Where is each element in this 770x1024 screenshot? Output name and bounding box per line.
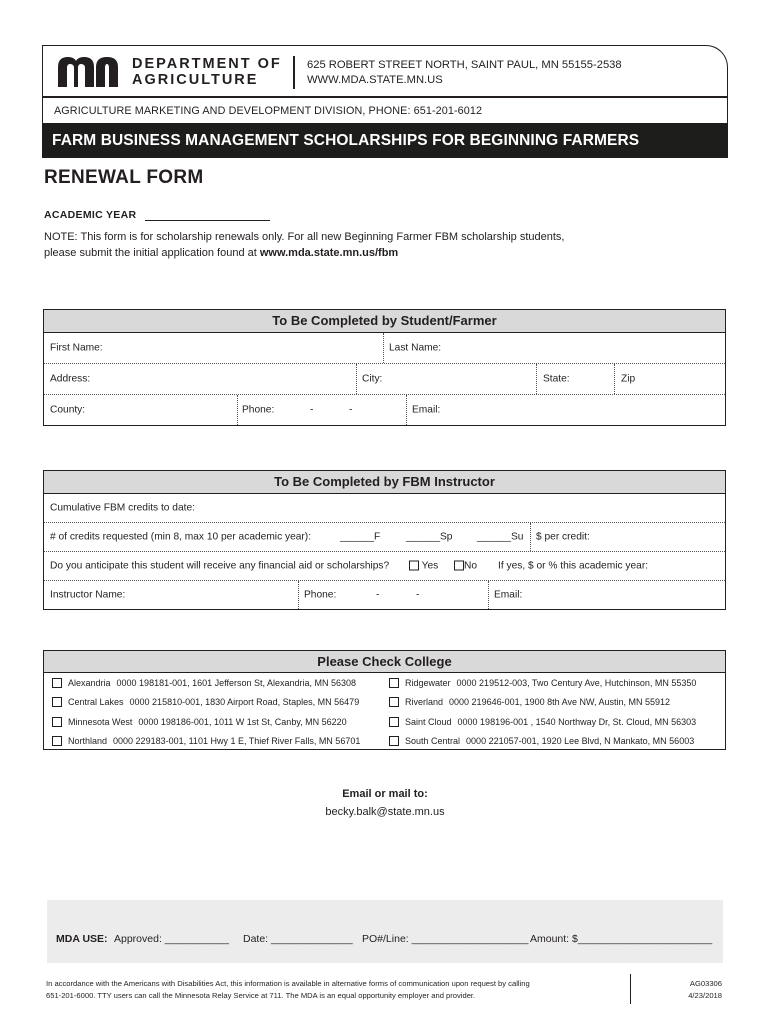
header-divider [293, 56, 295, 89]
college-section-title: Please Check College [44, 651, 725, 673]
phone-dash: - [310, 404, 314, 416]
division-info: AGRICULTURE MARKETING AND DEVELOPMENT DIVISION, PHONE: 651-201-6012 [54, 105, 483, 117]
divider [488, 581, 489, 609]
college-row [44, 712, 725, 732]
note-line-1: NOTE: This form is for scholarship renewals only. For all new Beginning Farmer FBM scholarship students, [44, 231, 565, 243]
academic-year-label: ACADEMIC YEAR [44, 209, 137, 221]
divider [536, 364, 537, 394]
college-name: Alexandria [68, 677, 111, 688]
no-option[interactable] [454, 561, 477, 572]
college-checkbox[interactable] [389, 736, 399, 746]
form-code [660, 978, 722, 1002]
address-field[interactable]: Address: [50, 373, 91, 385]
contact-email-link[interactable]: becky.balk@state.mn.us [325, 806, 445, 818]
fbm-link[interactable]: www.mda.state.mn.us/fbm [259, 247, 399, 259]
student-row-name [44, 333, 725, 364]
college-option-central-lakes[interactable] [52, 693, 359, 713]
instructor-email-field[interactable]: Email: [494, 589, 523, 601]
page-title: RENEWAL FORM [44, 167, 204, 188]
college-row [44, 693, 725, 713]
divider [614, 364, 615, 394]
phone-dash: - [376, 589, 380, 601]
divider [356, 364, 357, 394]
college-option-alexandria[interactable] [52, 673, 356, 693]
college-name: Ridgewater [405, 677, 451, 688]
note-line-2 [44, 245, 734, 261]
instructor-section-title: To Be Completed by FBM Instructor [44, 471, 725, 494]
instructor-phone-field[interactable]: Phone: [304, 589, 337, 601]
student-row-address [44, 364, 725, 395]
college-option-northland[interactable] [52, 732, 360, 752]
mda-use-box [47, 900, 723, 963]
summer-credits-field[interactable]: ______Su [477, 531, 524, 543]
email-field[interactable]: Email: [412, 404, 441, 416]
college-option-ridgewater[interactable] [389, 673, 696, 693]
mda-use-title: MDA USE: [56, 933, 108, 945]
note-text [44, 229, 734, 261]
website-link[interactable]: WWW.MDA.STATE.MN.US [307, 74, 443, 86]
ada-line-2: 651-201-6000. TTY users can call the Minnesota Relay Service at 711. The MDA is an equal opportunity employer and provider. [46, 991, 476, 1000]
college-option-riverland[interactable] [389, 693, 670, 713]
college-info: 0000 198196-001 , 1540 Northway Dr, St. Cloud, MN 56303 [457, 716, 697, 727]
form-code-number: AG03306 [689, 979, 722, 988]
first-name-field[interactable]: First Name: [50, 342, 103, 354]
department-name [132, 56, 282, 88]
instructor-row-contact [44, 581, 725, 609]
college-info: 0000 198181-001, 1601 Jefferson St, Alexandria, MN 56308 [116, 677, 357, 688]
college-name: Northland [68, 736, 108, 747]
footer-divider [630, 974, 631, 1004]
phone-dash: - [416, 589, 420, 601]
city-field[interactable]: City: [362, 373, 383, 385]
college-checkbox[interactable] [389, 717, 399, 727]
college-checkbox[interactable] [52, 736, 62, 746]
dept-line-2: AGRICULTURE [132, 72, 259, 88]
no-checkbox[interactable] [454, 561, 464, 571]
college-option-minnesota-west[interactable] [52, 712, 347, 732]
last-name-field[interactable]: Last Name: [389, 342, 442, 354]
phone-field[interactable]: Phone: [242, 404, 275, 416]
college-info: 0000 198186-001, 1011 W 1st St, Canby, MN 56220 [138, 716, 347, 727]
student-section [43, 309, 726, 426]
form-title-bar: FARM BUSINESS MANAGEMENT SCHOLARSHIPS FOR BEGINNING FARMERS [42, 123, 728, 158]
student-section-title: To Be Completed by Student/Farmer [44, 310, 725, 333]
ada-notice [46, 978, 606, 1002]
divider [237, 395, 238, 425]
credits-requested-label: # of credits requested (min 8, max 10 per academic year): [50, 531, 312, 543]
college-row [44, 732, 725, 752]
college-checkbox[interactable] [52, 678, 62, 688]
college-row [44, 673, 725, 693]
per-credit-field[interactable]: $ per credit: [536, 531, 590, 543]
college-info: 0000 219646-001, 1900 8th Ave NW, Austin, MN 55912 [449, 697, 671, 708]
college-info: 0000 221057-001, 1920 Lee Blvd, N Mankato, MN 56003 [466, 736, 695, 747]
cumulative-credits-field[interactable]: Cumulative FBM credits to date: [50, 502, 195, 514]
divider [530, 523, 531, 551]
zip-field[interactable]: Zip [621, 373, 636, 385]
instructor-name-field[interactable]: Instructor Name: [50, 589, 126, 601]
college-name: Central Lakes [68, 697, 124, 708]
mn-logo-icon [58, 57, 124, 87]
submit-instructions: Email or mail to: [342, 788, 428, 800]
form-code-date: 4/23/2018 [688, 991, 722, 1000]
date-field[interactable]: Date: ______________ [243, 933, 353, 945]
approved-field[interactable]: Approved: ___________ [114, 933, 230, 945]
divider [383, 333, 384, 363]
yes-checkbox[interactable] [409, 561, 419, 571]
college-checkbox[interactable] [52, 717, 62, 727]
college-checkbox[interactable] [389, 678, 399, 688]
college-checkbox[interactable] [389, 697, 399, 707]
instructor-row-credits [44, 523, 725, 552]
note-line-2-text: please submit the initial application found at [44, 247, 260, 259]
instructor-row-cumulative [44, 494, 725, 523]
po-line-field[interactable]: PO#/Line: ____________________ [362, 933, 529, 945]
college-option-saint-cloud[interactable] [389, 712, 696, 732]
college-name: Riverland [405, 697, 444, 708]
college-name: South Central [405, 736, 461, 747]
instructor-row-aid [44, 552, 725, 581]
amount-field[interactable]: Amount: $_______________________ [530, 933, 713, 945]
no-label: No [464, 560, 478, 572]
dept-line-1: DEPARTMENT OF [132, 56, 282, 72]
phone-dash: - [349, 404, 353, 416]
header-rule [42, 96, 728, 98]
divider [298, 581, 299, 609]
divider [406, 395, 407, 425]
college-info: 0000 219512-003, Two Century Ave, Hutchinson, MN 55350 [456, 677, 697, 688]
yes-label: Yes [421, 560, 439, 572]
county-field[interactable]: County: [50, 404, 86, 416]
instructor-section [43, 470, 726, 610]
fall-credits-field[interactable]: ______F [340, 531, 381, 543]
address-line-1: 625 ROBERT STREET NORTH, SAINT PAUL, MN 55155-2538 [307, 59, 622, 71]
college-checkbox[interactable] [52, 697, 62, 707]
college-section [43, 650, 726, 750]
financial-aid-label: Do you anticipate this student will receive any financial aid or scholarships? [50, 560, 390, 572]
ada-line-1: In accordance with the Americans with Disabilities Act, this information is available in alternative forms of communication upon request by calling [46, 979, 530, 988]
spring-credits-field[interactable]: ______Sp [406, 531, 453, 543]
college-info: 0000 215810-001, 1830 Airport Road, Staples, MN 56479 [129, 697, 360, 708]
college-name: Minnesota West [68, 716, 133, 727]
academic-year-field[interactable] [145, 220, 270, 221]
yes-option[interactable] [409, 561, 438, 572]
student-row-contact [44, 395, 725, 425]
mda-use-label [56, 933, 108, 945]
state-field[interactable]: State: [543, 373, 570, 385]
address-block [307, 58, 622, 88]
college-info: 0000 229183-001, 1101 Hwy 1 E, Thief River Falls, MN 56701 [113, 736, 361, 747]
college-name: Saint Cloud [405, 716, 452, 727]
college-option-south-central[interactable] [389, 732, 694, 752]
if-yes-amount-field[interactable]: If yes, $ or % this academic year: [498, 560, 649, 572]
